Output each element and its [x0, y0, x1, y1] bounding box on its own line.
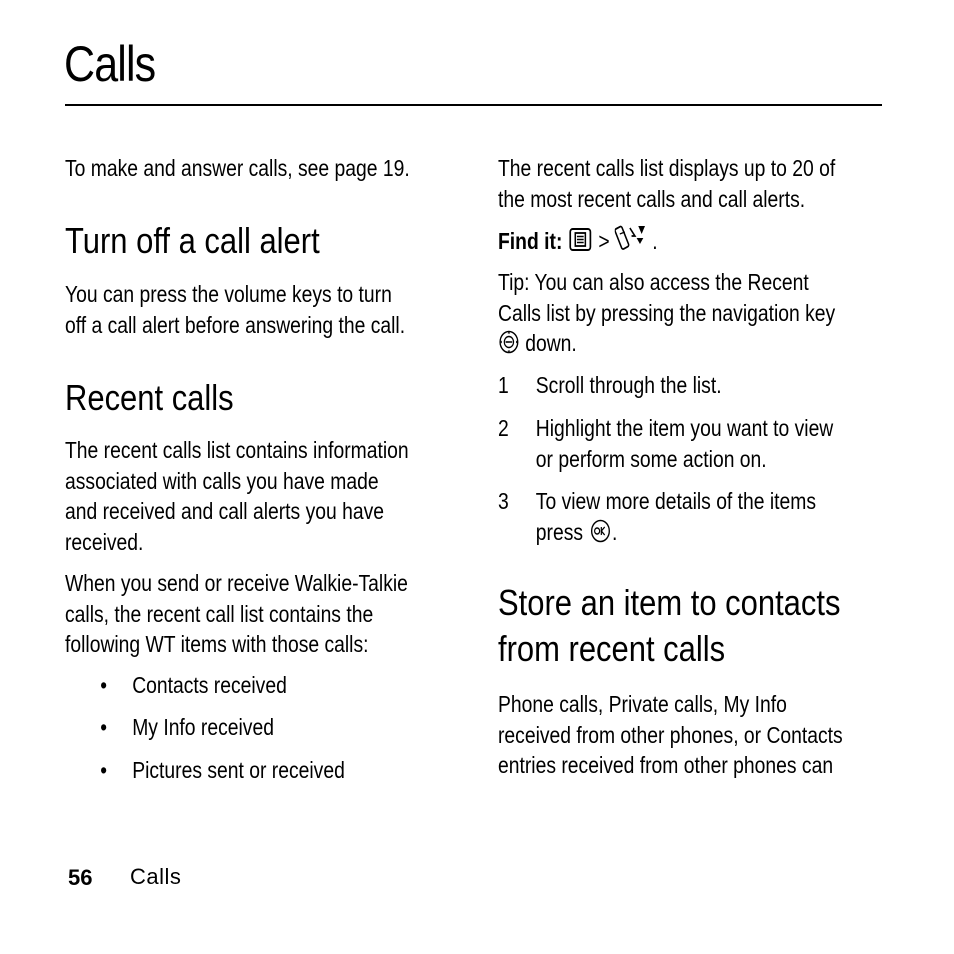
- paragraph-line: associated with calls you have made: [65, 467, 379, 494]
- heading-store-item-line: Store an item to contacts: [498, 582, 841, 623]
- recent-calls-paragraph-2: [65, 568, 535, 660]
- step-press-end: .: [611, 518, 618, 545]
- heading-turn-off-call-alert: Turn off a call alert: [65, 220, 320, 261]
- paragraph-line: received from other phones, or Contacts: [498, 721, 843, 748]
- paragraph-line: entries received from other phones can: [498, 752, 834, 778]
- paragraph-line: You can press the volume keys to turn: [65, 281, 392, 307]
- find-it-end: .: [652, 228, 658, 254]
- list-item-text: Contacts received: [132, 672, 287, 698]
- page-title: Calls: [64, 36, 156, 92]
- tip-last-text: down.: [525, 330, 577, 356]
- navigation-key-icon: [498, 330, 520, 362]
- step-number: 2: [498, 415, 509, 441]
- step-text-last: [536, 517, 618, 551]
- paragraph-line: Calls list by pressing the navigation key: [498, 299, 836, 326]
- bullet-symbol: •: [100, 757, 108, 783]
- paragraph-line: and received and call alerts you have: [65, 498, 384, 524]
- right-intro-paragraph: [498, 153, 954, 214]
- list-item-text: Pictures sent or received: [132, 757, 345, 783]
- bullet-symbol: •: [100, 672, 108, 698]
- footer-page-number: 56: [68, 865, 93, 890]
- footer-section-name: Calls: [130, 864, 182, 889]
- step-number: 3: [498, 488, 509, 514]
- paragraph-line: When you send or receive Walkie-Talkie: [65, 570, 408, 596]
- menu-key-icon: [568, 228, 593, 260]
- paragraph-line: Tip: You can also access the Recent: [498, 269, 809, 295]
- recent-calls-paragraph-1: [65, 435, 535, 557]
- paragraph-line: calls, the recent call list contains the: [65, 600, 374, 627]
- store-paragraph: [498, 689, 954, 781]
- heading-recent-calls: Recent calls: [65, 377, 234, 418]
- list-item-text: My Info received: [132, 714, 274, 740]
- ok-key-icon: [588, 519, 612, 551]
- find-it-label: Find it:: [498, 228, 563, 254]
- paragraph-line: Phone calls, Private calls, My Info: [498, 691, 787, 717]
- bullet-symbol: •: [100, 714, 108, 740]
- paragraph-line: following WT items with those calls:: [65, 631, 369, 657]
- step-press-text: press: [535, 518, 584, 545]
- step-text: or perform some action on.: [535, 445, 767, 472]
- turn-off-paragraph: [65, 279, 535, 340]
- intro-text: To make and answer calls, see page 19.: [65, 155, 410, 181]
- recent-calls-icon: [615, 224, 647, 260]
- heading-store-item-line: from recent calls: [498, 628, 726, 669]
- find-it-separator: >: [598, 228, 610, 254]
- title-rule: [65, 104, 882, 106]
- paragraph-line: off a call alert before answering the call.: [65, 311, 406, 338]
- paragraph-line: [498, 328, 893, 362]
- step-text: To view more details of the items: [535, 488, 817, 514]
- paragraph-line: The recent calls list contains information: [65, 437, 409, 463]
- paragraph-line: received.: [65, 528, 144, 555]
- step-text: Highlight the item you want to view: [535, 415, 834, 441]
- store-heading: [498, 580, 896, 672]
- step-text: Scroll through the list.: [535, 372, 722, 398]
- find-it-line: [498, 224, 893, 260]
- paragraph-line: the most recent calls and call alerts.: [498, 185, 806, 212]
- step-number: 1: [498, 372, 509, 398]
- tip-paragraph: [498, 267, 954, 362]
- paragraph-line: The recent calls list displays up to 20 of: [498, 155, 836, 181]
